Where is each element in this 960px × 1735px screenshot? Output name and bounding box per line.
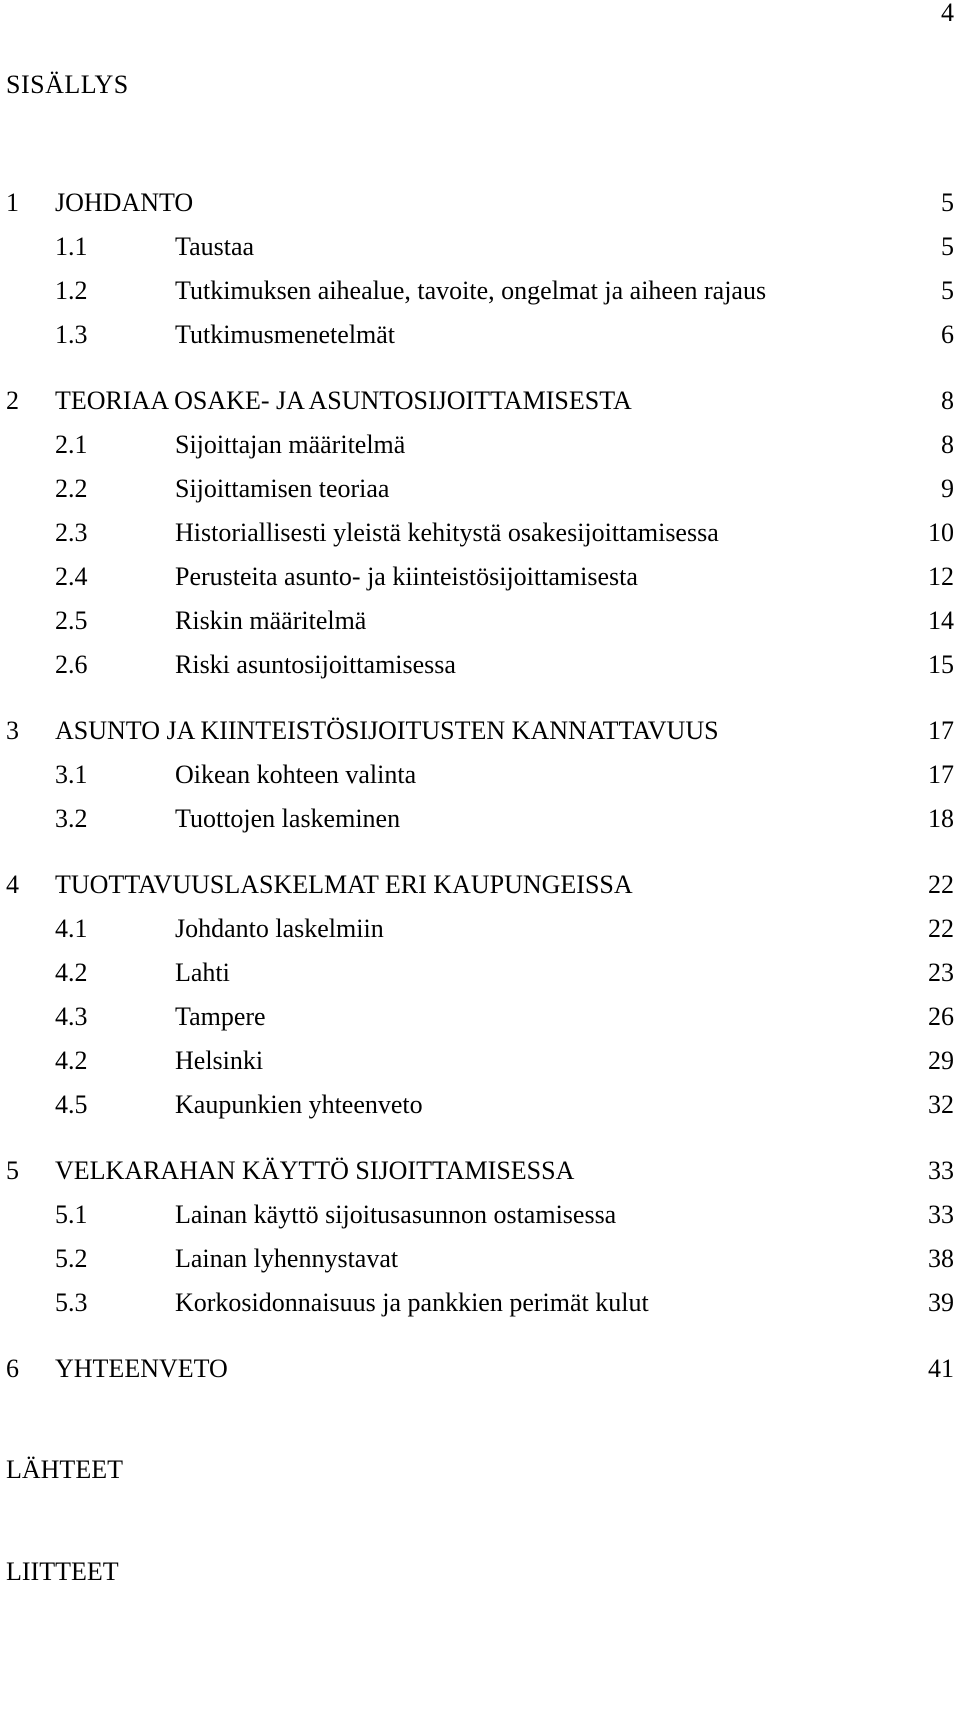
- toc-entry-page: 26: [928, 1002, 954, 1031]
- toc-entry-page: 32: [928, 1090, 954, 1119]
- toc-entry-number: 1.2: [55, 276, 88, 305]
- toc-entry-number: 1.1: [55, 232, 88, 261]
- toc-entry-appendices[interactable]: [0, 1557, 960, 1587]
- toc-entry-page: 17: [928, 760, 954, 789]
- page-number: 4: [941, 0, 954, 27]
- toc-entry[interactable]: [0, 1244, 960, 1274]
- toc-entry[interactable]: [0, 1046, 960, 1076]
- toc-entry-page: 23: [928, 958, 954, 987]
- toc-entry-title: VELKARAHAN KÄYTTÖ SIJOITTAMISESSA: [55, 1156, 575, 1185]
- toc-entry-number: 5: [6, 1156, 19, 1185]
- toc-entry-number: 5.2: [55, 1244, 88, 1273]
- toc-entry-title: Riski asuntosijoittamisessa: [175, 650, 456, 679]
- toc-entry-title: ASUNTO JA KIINTEISTÖSIJOITUSTEN KANNATTAVUUS: [55, 716, 719, 745]
- toc-entry-number: 2.4: [55, 562, 88, 591]
- toc-entry[interactable]: [0, 914, 960, 944]
- toc-entry-page: 33: [928, 1200, 954, 1229]
- toc-entry-title: Riskin määritelmä: [175, 606, 367, 635]
- toc-entry-number: 2: [6, 386, 19, 415]
- toc-entry-page: 39: [928, 1288, 954, 1317]
- toc-entry-page: 5: [941, 276, 954, 305]
- toc-entry[interactable]: [0, 958, 960, 988]
- toc-entry-page: 8: [941, 430, 954, 459]
- toc-entry[interactable]: [0, 650, 960, 680]
- toc-entry-page: 8: [941, 386, 954, 415]
- toc-entry[interactable]: [0, 1090, 960, 1120]
- toc-entry-title: Tuottojen laskeminen: [175, 804, 401, 833]
- toc-entry-number: 3.1: [55, 760, 88, 789]
- toc-entry[interactable]: [0, 716, 960, 746]
- toc-entry-title: Perusteita asunto- ja kiinteistösijoittamisesta: [175, 562, 638, 591]
- toc-entry-references[interactable]: [0, 1455, 960, 1485]
- toc-entry-title: Tampere: [175, 1002, 266, 1031]
- toc-entry-page: 12: [928, 562, 954, 591]
- toc-entry-title: TUOTTAVUUSLASKELMAT ERI KAUPUNGEISSA: [55, 870, 633, 899]
- toc-entry[interactable]: [0, 870, 960, 900]
- toc-entry-number: 6: [6, 1354, 19, 1383]
- toc-entry-title: Tutkimusmenetelmät: [175, 320, 396, 349]
- toc-entry-number: 4.2: [55, 958, 88, 987]
- toc-entry-title: Lahti: [175, 958, 230, 987]
- toc-entry[interactable]: [0, 188, 960, 218]
- toc-entry-number: 2.1: [55, 430, 88, 459]
- toc-entry[interactable]: [0, 518, 960, 548]
- toc-entry-title: LIITTEET: [6, 1557, 119, 1586]
- toc-entry-page: 15: [928, 650, 954, 679]
- toc-entry[interactable]: [0, 606, 960, 636]
- toc-entry-page: 38: [928, 1244, 954, 1273]
- toc-entry-number: 3.2: [55, 804, 88, 833]
- toc-entry-page: 22: [928, 914, 954, 943]
- toc-heading: SISÄLLYS: [6, 70, 129, 99]
- toc-entry-title: Historiallisesti yleistä kehitystä osakesijoittamisessa: [175, 518, 719, 547]
- toc-entry-page: 14: [928, 606, 954, 635]
- toc-entry[interactable]: [0, 1288, 960, 1318]
- toc-entry-page: 41: [928, 1354, 954, 1383]
- toc-entry-page: 29: [928, 1046, 954, 1075]
- toc-entry[interactable]: [0, 1156, 960, 1186]
- toc-entry-page: 9: [941, 474, 954, 503]
- toc-entry[interactable]: [0, 232, 960, 262]
- toc-entry-page: 5: [941, 232, 954, 261]
- toc-entry-title: Lainan käyttö sijoitusasunnon ostamisessa: [175, 1200, 617, 1229]
- toc-entry[interactable]: [0, 320, 960, 350]
- toc-entry-number: 1: [6, 188, 19, 217]
- toc-entry[interactable]: [0, 1002, 960, 1032]
- toc-entry-page: 18: [928, 804, 954, 833]
- toc-entry[interactable]: [0, 1354, 960, 1384]
- toc-entry-title: Kaupunkien yhteenveto: [175, 1090, 423, 1119]
- toc-entry-number: 2.6: [55, 650, 88, 679]
- toc-entry-title: JOHDANTO: [55, 188, 194, 217]
- toc-entry-title: Lainan lyhennystavat: [175, 1244, 399, 1273]
- toc-entry-number: 3: [6, 716, 19, 745]
- toc-entry[interactable]: [0, 430, 960, 460]
- toc-entry-number: 4.1: [55, 914, 88, 943]
- toc-entry-title: Sijoittajan määritelmä: [175, 430, 406, 459]
- toc-entry[interactable]: [0, 386, 960, 416]
- toc-entry-number: 2.2: [55, 474, 88, 503]
- toc-entry-number: 1.3: [55, 320, 88, 349]
- toc-entry-number: 4.3: [55, 1002, 88, 1031]
- toc-entry-title: Sijoittamisen teoriaa: [175, 474, 390, 503]
- toc-entry-title: YHTEENVETO: [55, 1354, 228, 1383]
- toc-entry-number: 5.3: [55, 1288, 88, 1317]
- toc-entry-title: Taustaa: [175, 232, 255, 261]
- toc-entry-page: 6: [941, 320, 954, 349]
- toc-entry-title: Korkosidonnaisuus ja pankkien perimät kulut: [175, 1288, 649, 1317]
- toc-entry-number: 4: [6, 870, 19, 899]
- toc-entry-number: 4.5: [55, 1090, 88, 1119]
- toc-entry-title: Tutkimuksen aihealue, tavoite, ongelmat ja aiheen rajaus: [175, 276, 767, 305]
- toc-entry-title: Helsinki: [175, 1046, 264, 1075]
- toc-entry[interactable]: [0, 276, 960, 306]
- toc-entry[interactable]: [0, 1200, 960, 1230]
- toc-entry-number: 5.1: [55, 1200, 88, 1229]
- toc-entry[interactable]: [0, 760, 960, 790]
- toc-entry-page: 17: [928, 716, 954, 745]
- toc-entry-page: 22: [928, 870, 954, 899]
- toc-entry-number: 4.2: [55, 1046, 88, 1075]
- toc-entry-page: 33: [928, 1156, 954, 1185]
- toc-entry-title: LÄHTEET: [6, 1455, 123, 1484]
- toc-entry[interactable]: [0, 804, 960, 834]
- toc-entry-title: Johdanto laskelmiin: [175, 914, 384, 943]
- toc-entry-title: Oikean kohteen valinta: [175, 760, 417, 789]
- toc-entry-page: 5: [941, 188, 954, 217]
- toc-entry[interactable]: [0, 474, 960, 504]
- toc-entry-title: TEORIAA OSAKE- JA ASUNTOSIJOITTAMISESTA: [55, 386, 632, 415]
- toc-entry-number: 2.3: [55, 518, 88, 547]
- toc-entry-number: 2.5: [55, 606, 88, 635]
- toc-entry-page: 10: [928, 518, 954, 547]
- toc-entry[interactable]: [0, 562, 960, 592]
